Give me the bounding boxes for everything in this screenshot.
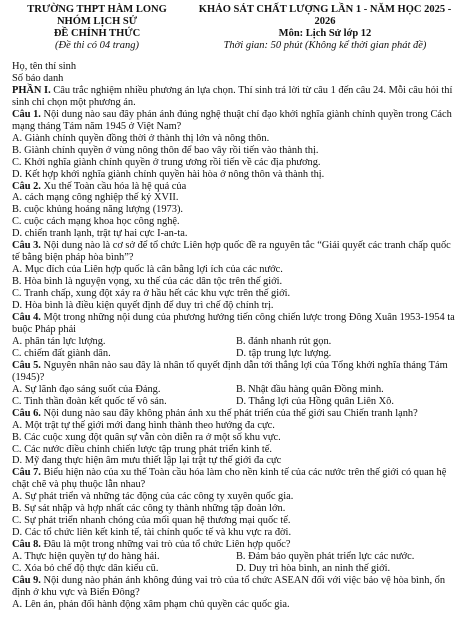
option-row <box>12 563 460 575</box>
group-name: NHÓM LỊCH SỬ <box>56 16 138 27</box>
option-a: A. Sự lãnh đạo sáng suốt của Đảng. <box>12 383 161 395</box>
option-d: D. tập trung lực lượng. <box>236 347 332 359</box>
official-label: ĐỀ CHÍNH THỨC <box>53 28 141 39</box>
question-number: Câu 9. <box>12 574 41 586</box>
option-c: C. Xóa bỏ chế độ thực dân kiểu cũ. <box>12 563 159 575</box>
question-text: Nội dung nào là cơ sở để tổ chức Liên hợp quốc đề ra nguyên tắc “Giải quyết các tranh chấp quốc tế bằng biện pháp hòa bình”? <box>12 240 451 264</box>
option-b: B. Nhật đầu hàng quân Đồng minh. <box>236 383 384 395</box>
option-c: C. Tinh thần đoàn kết quốc tế vô sản. <box>12 395 167 407</box>
option-c: C. Khởi nghĩa giành chính quyền ở trung ương rồi tiến về các địa phương. <box>12 156 321 168</box>
option-c: C. cuộc cách mạng khoa học công nghệ. <box>12 216 180 228</box>
option-row <box>12 336 460 348</box>
exam-body <box>12 61 460 611</box>
option-d: D. Mỹ đang thực hiện âm mưu thiết lập lại trật tự thế giới đa cực <box>12 455 282 467</box>
option-d: D. Thắng lợi của Hồng quân Liên Xô. <box>236 395 394 407</box>
option-d: D. Duy trì hòa bình, an ninh thế giới. <box>236 563 391 575</box>
option-c: C. Sự phát triển nhanh chóng của mối quan hệ thương mại quốc tế. <box>12 515 291 527</box>
option-b: B. Các cuộc xung đột quân sự vẫn còn diễn ra ở một số khu vực. <box>12 431 281 443</box>
question-number: Câu 3. <box>12 240 41 252</box>
option-b: B. Hòa bình là nguyện vọng, xu thế của các dân tộc trên thế giới. <box>12 276 283 288</box>
option-b: B. Giành chính quyền ở vùng nông thôn để bao vây rồi tiến vào thành thị. <box>12 144 319 156</box>
option-a: A. phân tán lực lượng. <box>12 335 106 347</box>
question-6 <box>12 408 460 420</box>
option-row <box>12 384 460 396</box>
option-a: A. Giành chính quyền đồng thời ở thành thị lớn và nông thôn. <box>12 132 270 144</box>
subject: Môn: Lịch Sử lớp 12 <box>278 28 372 39</box>
question-4 <box>12 312 460 336</box>
option-b: B. Đảm bảo quyền phát triển lực các nước. <box>236 551 415 563</box>
option-a: A. Mục đích của Liên hợp quốc là cân bằng lợi ích của các nước. <box>12 264 283 276</box>
option-b: B. Sự sát nhập và hợp nhất các công ty thành những tập đoàn lớn. <box>12 503 286 515</box>
question-text: Một trong những nội dung của phương hướng tiến công chiến lược trong Đông Xuân 1953-1954 ta buộc Pháp phải <box>12 312 455 335</box>
header-left <box>12 4 182 52</box>
option-c: C. Tranh chấp, xung đột xảy ra ở hầu hết các khu vực trên thế giới. <box>12 288 291 300</box>
option-row <box>12 551 460 563</box>
option-d: D. Kết hợp khởi nghĩa giành chính quyền hài hòa ở nông thôn và thành thị. <box>12 168 325 180</box>
exam-time: Thời gian: 50 phút (Không kể thời gian phát đề) <box>223 40 427 51</box>
question-1 <box>12 109 460 133</box>
option-a: A. Một trật tự thế giới mới đang hình thành theo hướng đa cực. <box>12 419 275 431</box>
student-id-label: Số báo danh <box>12 72 64 84</box>
question-3 <box>12 240 460 264</box>
school-name: TRƯỜNG THPT HÀM LONG <box>27 4 167 15</box>
option-b: B. cuộc khủng hoảng năng lượng (1973). <box>12 204 183 216</box>
question-text: Nội dung nào phản ánh không đúng vai trò của tổ chức ASEAN đối với việc bảo vệ hòa bình, ổn định ở khu vực và Biển Đông? <box>12 574 446 598</box>
question-number: Câu 4. <box>12 312 41 324</box>
question-number: Câu 6. <box>12 407 41 419</box>
question-number: Câu 2. <box>12 180 41 192</box>
question-number: Câu 8. <box>12 539 41 551</box>
option-a: A. cách mạng công nghiệp thế kỷ XVII. <box>12 192 179 204</box>
option-c: C. Các nước điều chỉnh chiến lược tập trung phát triển kinh tế. <box>12 443 273 455</box>
option-a: A. Sự phát triển và những tác động của các công ty xuyên quốc gia. <box>12 491 294 503</box>
exam-title: KHẢO SÁT CHẤT LƯỢNG LẦN 1 - NĂM HỌC 2025 - 2026 <box>198 4 452 27</box>
question-number: Câu 1. <box>12 108 41 120</box>
option-row <box>12 396 460 408</box>
question-text: Biểu hiện nào của xu thế Toàn cầu hóa làm cho nền kinh tế của các nước trên thế giới có quan hệ chặt chẽ và phụ thuộc lẫn nhau? <box>12 467 447 491</box>
part-instructions <box>12 85 460 109</box>
part-text: Câu trắc nghiệm nhiều phương án lựa chọn. Thí sinh trả lời từ câu 1 đến câu 24. Mỗi câu hỏi thí sinh chỉ chọn một phương án. <box>12 84 453 108</box>
page-count: (Đề thi có 04 trang) <box>55 40 139 51</box>
question-text: Nội dung nào sau đây không phản ánh xu thế phát triển của thế giới sau Chiến tranh lạnh? <box>40 407 418 419</box>
option-d: D. Hòa bình là điều kiện quyết định để duy trì chế độ chính trị. <box>12 300 274 312</box>
question-text: Nguyên nhân nào sau đây là nhân tố quyết định dẫn tới thắng lợi của Tổng khởi nghĩa tháng Tám (1945)? <box>12 359 448 383</box>
question-text: Xu thế Toàn cầu hóa là hệ quả của <box>40 180 187 192</box>
question-number: Câu 7. <box>12 467 41 479</box>
question-8 <box>12 539 460 551</box>
option-d: D. chiến tranh lạnh, trật tự hai cực I-an-ta. <box>12 228 188 240</box>
option-c: C. chiếm đất giành dân. <box>12 347 111 359</box>
option-b: B. đánh nhanh rút gọn. <box>236 335 332 347</box>
question-7 <box>12 467 460 491</box>
exam-header <box>12 4 460 52</box>
option-d: D. Các tổ chức liên kết kinh tế, tài chính quốc tế và khu vực ra đời. <box>12 527 292 539</box>
option-row <box>12 348 460 360</box>
student-name-label: Họ, tên thí sinh <box>12 61 77 72</box>
question-number: Câu 5. <box>12 359 41 371</box>
question-2 <box>12 181 460 193</box>
question-text: Nội dung nào sau đây phản ánh đúng nghệ thuật chỉ đạo khởi nghĩa giành chính quyền trong Cách mạng tháng Tám năm 1945 ở Việt Nam? <box>12 108 452 132</box>
question-5 <box>12 360 460 384</box>
option-a: A. Thực hiện quyền tự do hàng hải. <box>12 551 160 563</box>
question-9 <box>12 575 460 599</box>
part-title: PHẦN I. <box>12 84 51 96</box>
option-a: A. Lên án, phản đối hành động xâm phạm chủ quyền các quốc gia. <box>12 598 290 610</box>
question-text: Đâu là một trong những vai trò của tổ chức Liên hợp quốc? <box>40 539 291 551</box>
header-right <box>190 4 460 52</box>
